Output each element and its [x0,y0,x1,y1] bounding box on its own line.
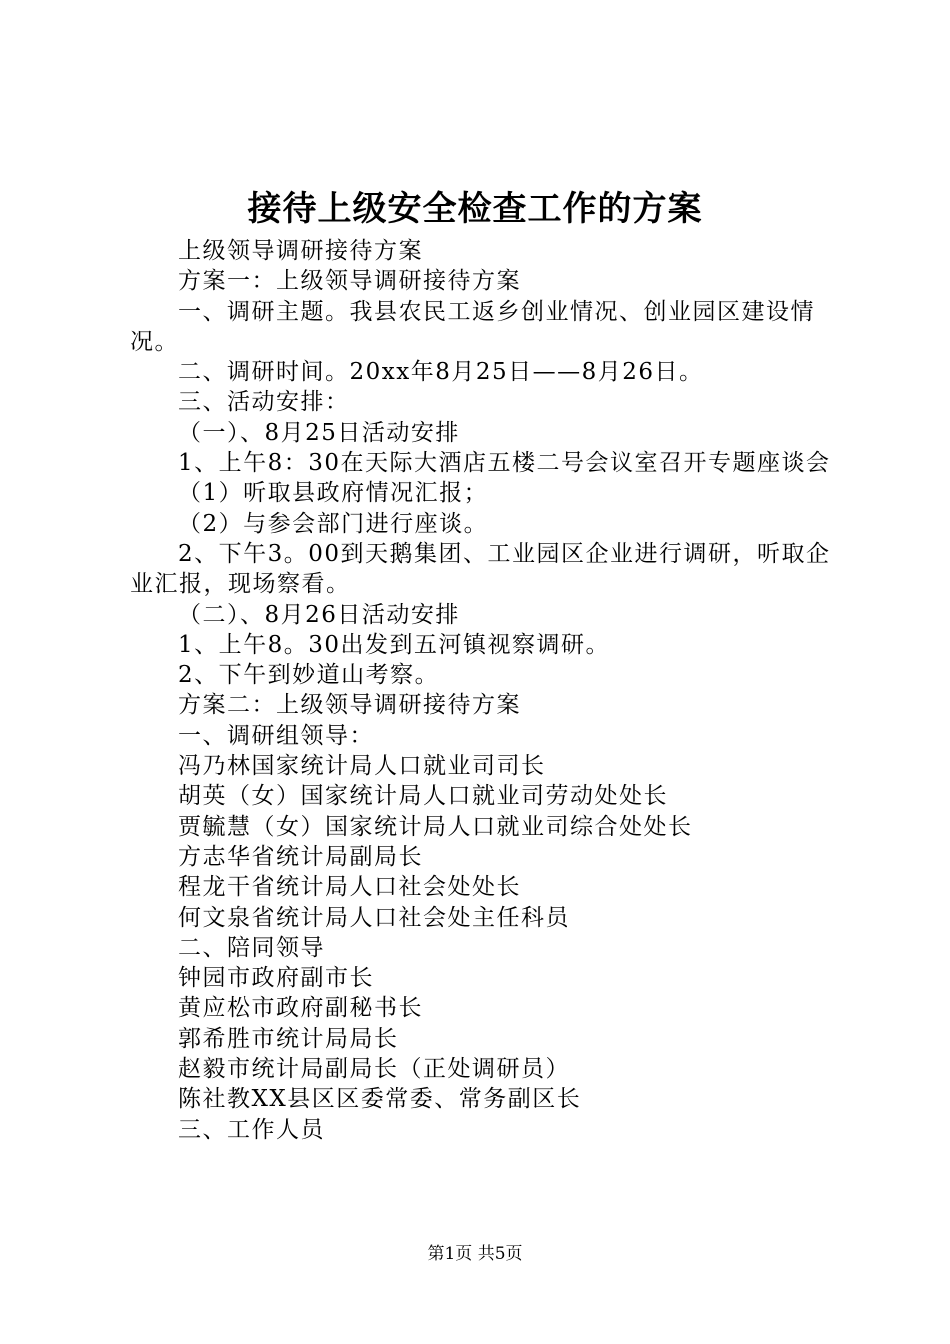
document-body [130,236,832,1145]
paragraph: （一）、8月25日活动安排 [178,419,460,446]
paragraph: 上级领导调研接待方案 [178,238,423,264]
paragraph: 赵毅市统计局副局长（正处调研员） [178,1056,570,1083]
paragraph: 2、下午3。00到天鹅集团、工业园区企业进行调研，听取企业汇报，现场察看。 [130,540,831,598]
paragraph: 三、活动安排： [178,389,350,416]
paragraph: 何文泉省统计局人口社会处主任科员 [178,904,570,931]
paragraph: 方志华省统计局副局长 [178,843,423,870]
paragraph: 2、下午到妙道山考察。 [178,662,440,689]
paragraph: （1）听取县政府情况汇报； [178,480,489,507]
paragraph: 三、工作人员 [178,1116,325,1143]
paragraph: 一、调研组领导： [178,722,374,749]
paragraph: 陈社教XX县区区委常委、常务副区长 [178,1086,582,1113]
paragraph: （二）、8月26日活动安排 [178,601,460,628]
paragraph: 二、调研时间。20xx年8月25日——8月26日。 [178,359,704,386]
paragraph: 贾毓慧（女）国家统计局人口就业司综合处处长 [178,813,693,840]
page-number-footer: 第1页 共5页 [427,1244,523,1264]
paragraph: 二、陪同领导 [178,934,325,961]
paragraph: 程龙干省统计局人口社会处处长 [178,874,521,901]
paragraph: 冯乃林国家统计局人口就业司司长 [178,753,546,780]
paragraph: 1、上午8。30出发到五河镇视察调研。 [178,631,611,658]
paragraph: 胡英（女）国家统计局人口就业司劳动处处长 [178,783,668,810]
paragraph: 1、上午8：30在天际大酒店五楼二号会议室召开专题座谈会 [178,450,831,477]
paragraph: 钟园市政府副市长 [178,965,374,992]
paragraph: 方案二：上级领导调研接待方案 [178,692,521,719]
paragraph: （2）与参会部门进行座谈。 [178,510,489,537]
paragraph: 郭希胜市统计局局长 [178,1025,399,1052]
paragraph: 一、调研主题。我县农民工返乡创业情况、创业园区建设情况。 [130,298,815,355]
paragraph: 方案一：上级领导调研接待方案 [178,268,521,295]
paragraph: 黄应松市政府副秘书长 [178,995,423,1022]
document-title: 接待上级安全检查工作的方案 [247,189,703,229]
